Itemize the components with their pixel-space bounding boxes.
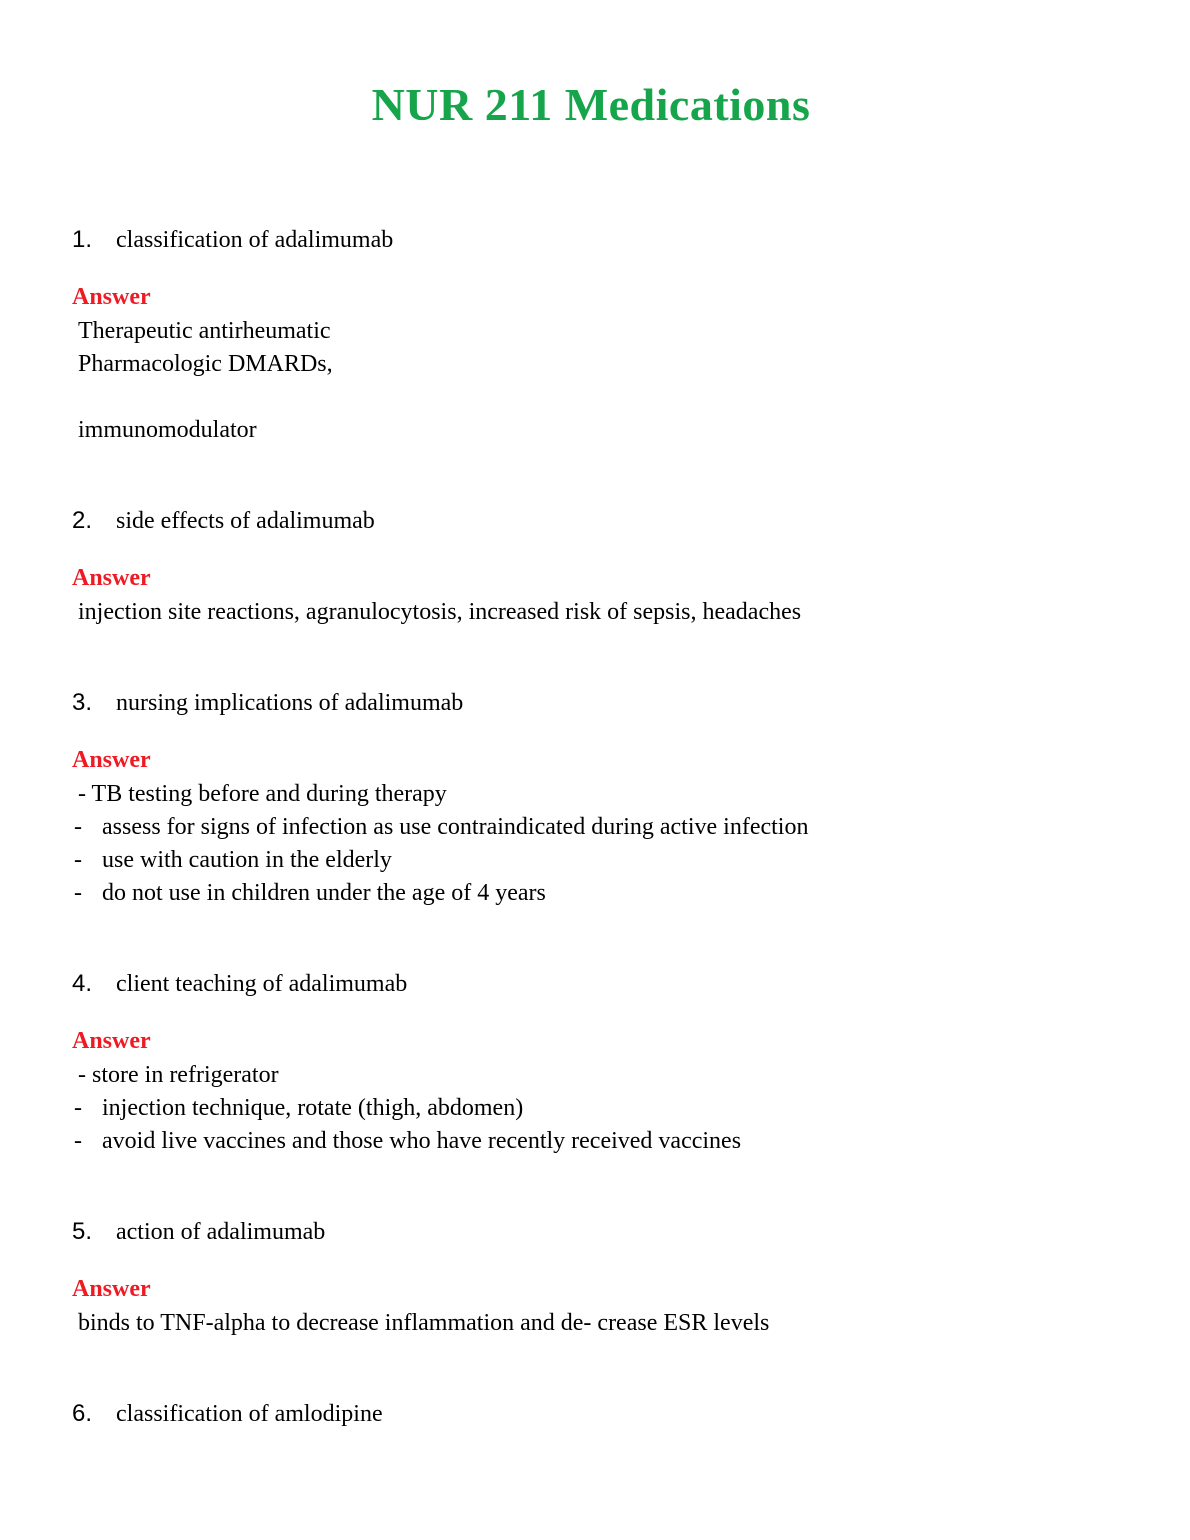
answer-line: immunomodulator (78, 417, 257, 443)
qa-item (72, 970, 1110, 1158)
question-text: client teaching of adalimumab (116, 971, 408, 997)
question (72, 1400, 1110, 1428)
question-number: 4. (72, 970, 93, 997)
answer-line: - store in refrigerator (78, 1062, 279, 1088)
answer-line-text: avoid live vaccines and those who have recently received vaccines (102, 1128, 742, 1154)
question (72, 226, 1110, 254)
answer-bullet-line (72, 1125, 1110, 1158)
answer-gap (72, 381, 1110, 414)
answer-block (72, 747, 1110, 910)
answer-block (72, 284, 1110, 447)
qa-item (72, 1218, 1110, 1340)
qa-list (72, 226, 1110, 1428)
bullet-dash: - (74, 847, 82, 873)
answer-line: injection site reactions, agranulocytosis, increased risk of sepsis, headaches (78, 599, 802, 625)
answer-line: - TB testing before and during therapy (78, 781, 447, 807)
answer-bullet-line (72, 877, 1110, 910)
qa-item (72, 226, 1110, 447)
qa-item (72, 507, 1110, 629)
question-number: 2. (72, 507, 93, 534)
question-text: action of adalimumab (116, 1219, 326, 1245)
answer-line-text: use with caution in the elderly (102, 847, 392, 873)
answer-block (72, 1276, 1110, 1340)
answer-block (72, 565, 1110, 629)
question (72, 507, 1110, 535)
question-number: 5. (72, 1218, 93, 1245)
answer-line-text: assess for signs of infection as use contraindicated during active infection (102, 814, 809, 840)
answer-label: Answer (72, 747, 151, 773)
answer-bullet-line (72, 811, 1110, 844)
answer-label: Answer (72, 1028, 151, 1054)
question-text: nursing implications of adalimumab (116, 690, 464, 716)
question (72, 1218, 1110, 1246)
bullet-dash: - (74, 1095, 82, 1121)
answer-label: Answer (72, 1276, 151, 1302)
question-number: 6. (72, 1400, 93, 1427)
answer-line-text: injection technique, rotate (thigh, abdomen) (102, 1095, 524, 1121)
question-text: side effects of adalimumab (116, 508, 375, 534)
question-number: 1. (72, 226, 93, 253)
bullet-dash: - (74, 814, 82, 840)
answer-label: Answer (72, 565, 151, 591)
bullet-dash: - (74, 880, 82, 906)
question-text: classification of amlodipine (116, 1401, 383, 1427)
answer-block (72, 1028, 1110, 1158)
answer-line: binds to TNF-alpha to decrease inflammation and de- crease ESR levels (78, 1310, 770, 1336)
question (72, 689, 1110, 717)
page-title: NUR 211 Medications (371, 79, 811, 130)
question-text: classification of adalimumab (116, 227, 394, 253)
qa-item (72, 1400, 1110, 1428)
question-number: 3. (72, 689, 93, 716)
answer-line: Therapeutic antirheumatic (78, 318, 331, 344)
answer-line: Pharmacologic DMARDs, (78, 351, 333, 377)
bullet-dash: - (74, 1128, 82, 1154)
question (72, 970, 1110, 998)
answer-bullet-line (72, 844, 1110, 877)
answer-line-text: do not use in children under the age of 4 years (102, 880, 546, 906)
qa-item (72, 689, 1110, 910)
answer-bullet-line (72, 1092, 1110, 1125)
answer-label: Answer (72, 284, 151, 310)
